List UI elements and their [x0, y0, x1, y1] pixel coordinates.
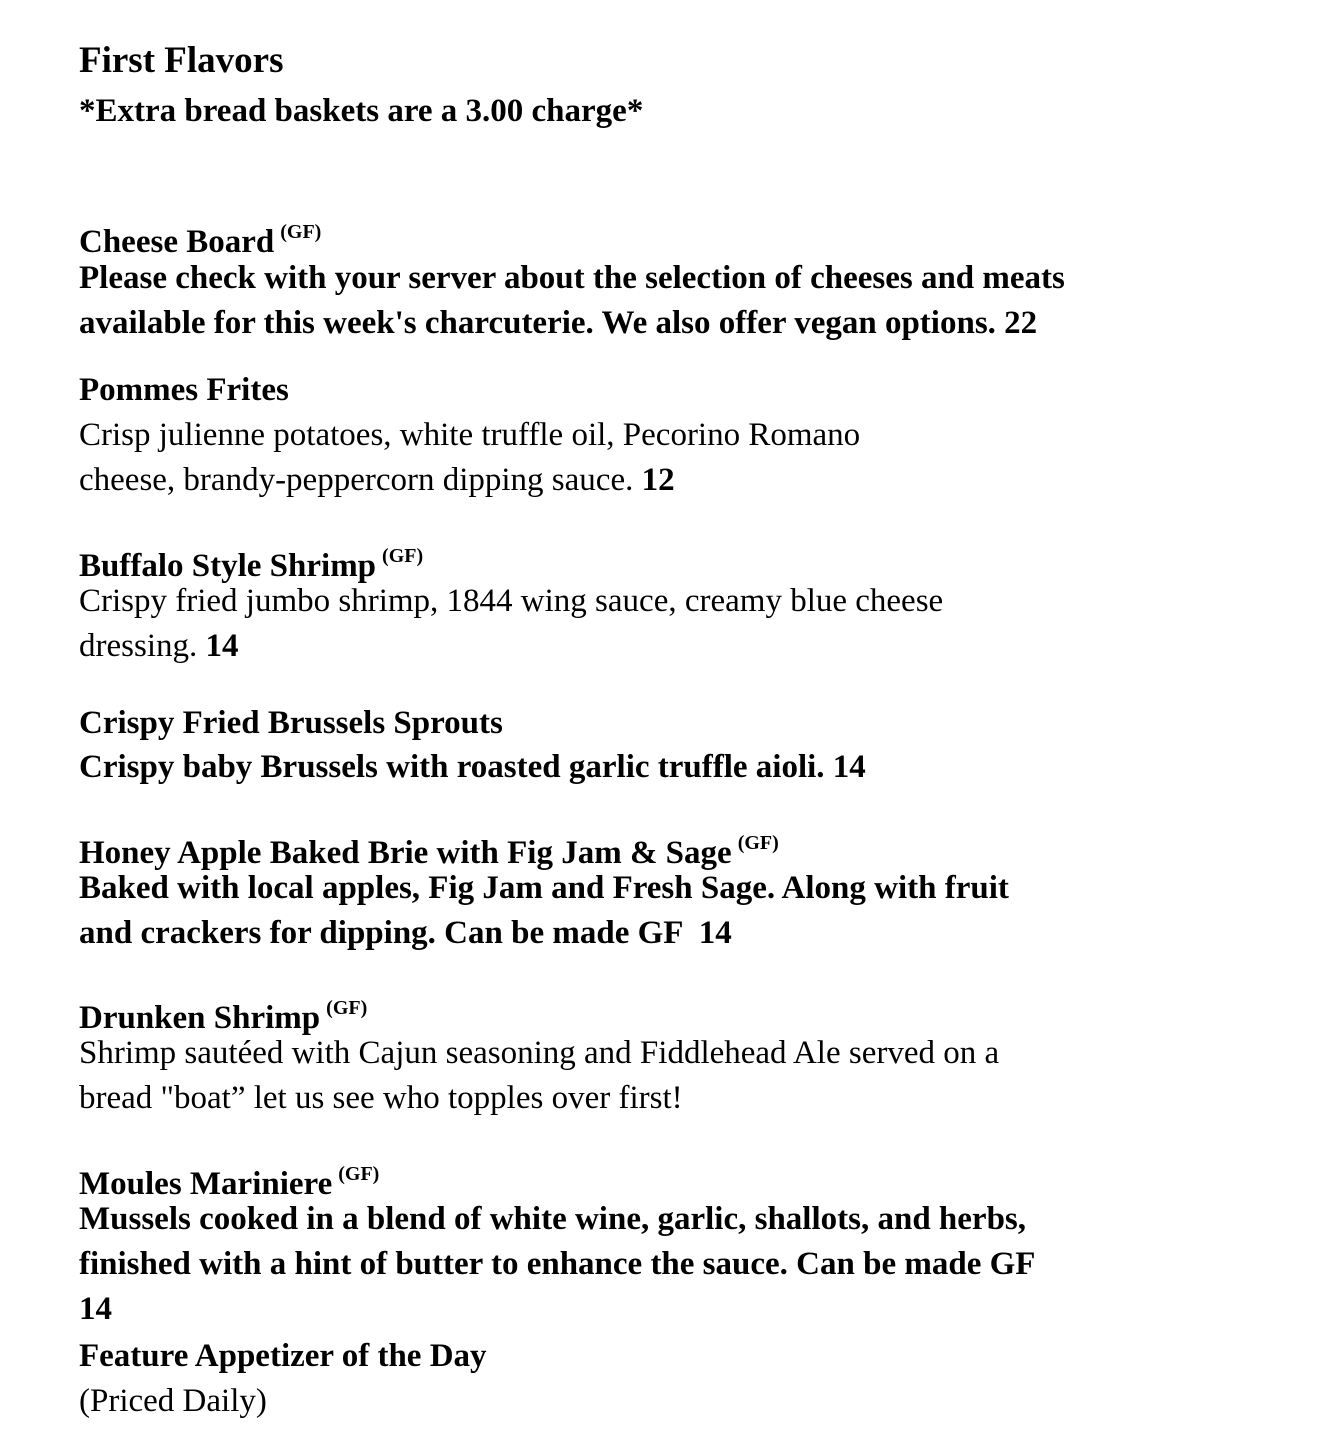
gf-badge: (GF) — [382, 545, 424, 567]
item-price: 14 — [205, 628, 239, 664]
item-desc-moules-mariniere-2: finished with a hint of butter to enhance the sauce. Can be made GF — [79, 1246, 1036, 1282]
item-desc-feature-appetizer-1: (Priced Daily) — [79, 1383, 267, 1419]
gf-badge: (GF) — [280, 221, 322, 243]
item-price: 12 — [641, 462, 675, 498]
item-desc-moules-mariniere-3: 14 — [79, 1291, 112, 1327]
bread-charge-note: *Extra bread baskets are a 3.00 charge* — [79, 93, 644, 129]
item-name-drunken-shrimp: Drunken Shrimp $^{(GF)}$ — [79, 997, 368, 1036]
item-desc-honey-apple-baked-brie-1: Baked with local apples, Fig Jam and Fresh Sage. Along with fruit — [79, 870, 1009, 906]
item-desc-cheese-board-2: available for this week's charcuterie. We also offer vegan options. 22 — [79, 305, 1038, 341]
item-name-crispy-fried-brussels-sprouts: Crispy Fried Brussels Sprouts — [79, 705, 503, 741]
item-desc-buffalo-style-shrimp-2: dressing. 14 — [79, 628, 239, 664]
item-desc-cheese-board-1: Please check with your server about the selection of cheeses and meats — [79, 260, 1065, 296]
item-name-cheese-board: Cheese Board $^{(GF)}$ — [79, 221, 322, 260]
item-desc-pommes-frites-2: cheese, brandy-peppercorn dipping sauce. 12 — [79, 462, 675, 498]
item-name-feature-appetizer: Feature Appetizer of the Day — [79, 1338, 487, 1374]
item-desc-pommes-frites-1: Crisp julienne potatoes, white truffle oil, Pecorino Romano — [79, 417, 861, 453]
item-desc-crispy-fried-brussels-sprouts-1: Crispy baby Brussels with roasted garlic truffle aioli. 14 — [79, 749, 866, 785]
item-desc-honey-apple-baked-brie-2: and crackers for dipping. Can be made GF 14 — [79, 915, 732, 951]
gf-badge: (GF) — [326, 997, 368, 1019]
item-name-honey-apple-baked-brie: Honey Apple Baked Brie with Fig Jam & Sage $^{(GF)}$ — [79, 832, 779, 871]
item-desc-moules-mariniere-1: Mussels cooked in a blend of white wine, garlic, shallots, and herbs, — [79, 1201, 1027, 1237]
item-desc-drunken-shrimp-1: Shrimp sautéed with Cajun seasoning and Fiddlehead Ale served on a — [79, 1035, 1000, 1071]
item-name-moules-mariniere: Moules Mariniere $^{(GF)}$ — [79, 1163, 380, 1202]
item-desc-drunken-shrimp-2: bread "boat” let us see who topples over first! — [79, 1080, 683, 1116]
item-name-buffalo-style-shrimp: Buffalo Style Shrimp $^{(GF)}$ — [79, 545, 424, 584]
item-desc-buffalo-style-shrimp-1: Crispy fried jumbo shrimp, 1844 wing sauce, creamy blue cheese — [79, 583, 944, 619]
gf-badge: (GF) — [338, 1163, 380, 1185]
item-name-pommes-frites: Pommes Frites — [79, 372, 289, 408]
page-title: First Flavors — [79, 40, 284, 81]
gf-badge: (GF) — [737, 832, 779, 854]
